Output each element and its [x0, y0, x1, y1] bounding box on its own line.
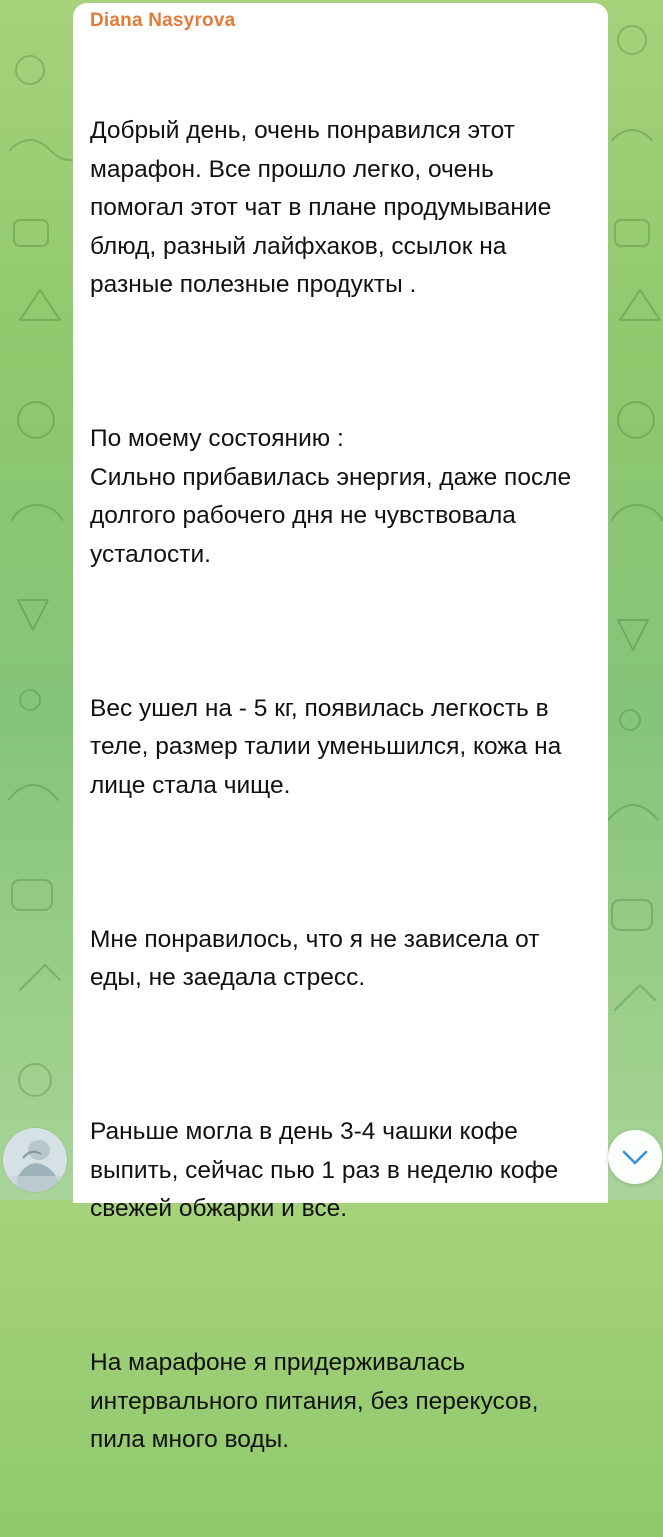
message-paragraph: Добрый день, очень понравился этот марафон. Все прошло легко, очень помогал этот чат в плане продумывание блюд, разный лайфхаков, ссылок на разные полезные продукты . [90, 117, 559, 298]
message-paragraph: Раньше могла в день 3-4 чашки кофе выпить, сейчас пью 1 раз в неделю кофе свежей обжарки и все. [90, 1118, 566, 1222]
message-paragraph: Мне понравилось, что я не зависела от еды, не заедала стресс. [90, 925, 547, 991]
chevron-down-icon [620, 1147, 650, 1167]
user-avatar-photo-icon [3, 1128, 67, 1192]
sender-avatar[interactable] [3, 1128, 67, 1192]
scroll-down-button[interactable] [608, 1130, 662, 1184]
message-paragraph: По моему состоянию : Сильно прибавилась энергия, даже после долгого рабочего дня не чувствовала усталости. [90, 425, 572, 568]
message-paragraph: Вес ушел на - 5 кг, появилась легкость в теле, размер талии уменьшился, кожа на лице стала чище. [90, 694, 569, 799]
message-bubble[interactable] [73, 3, 608, 1453]
message-paragraph: На марафоне я придерживалась интервального питания, без перекусов, пила много воды. [90, 1349, 546, 1453]
sender-name[interactable]: Diana Nasyrova [90, 10, 236, 31]
message-text [90, 35, 592, 1537]
